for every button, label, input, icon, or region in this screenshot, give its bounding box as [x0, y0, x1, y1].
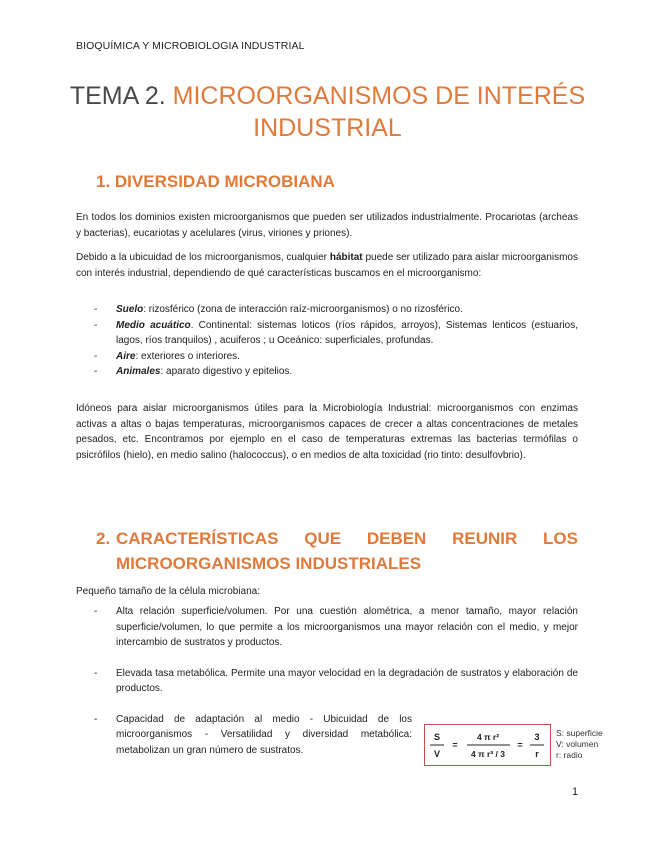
section2-intro: Pequeño tamaño de la célula microbiana:	[76, 586, 261, 597]
title-prefix: TEMA 2.	[69, 82, 173, 110]
section2-heading-line1: CARACTERÍSTICAS QUE DEBEN REUNIR LOS	[116, 529, 578, 548]
p2-text-c: puede ser utilizado para aislar microorganismos con interés industrial, dependiendo de qué características buscamos en el microorganismo:	[76, 252, 578, 279]
section2-heading	[96, 526, 578, 576]
formula-result-den: r	[535, 749, 539, 759]
p2-bold-habitat: hábitat	[329, 252, 363, 263]
formula-graphic	[425, 725, 550, 765]
habitat-term: Aire	[116, 350, 136, 362]
formula-legend	[556, 728, 603, 761]
running-header: BIOQUÍMICA Y MICROBIOLOGIA INDUSTRIAL	[76, 40, 305, 52]
surface-volume-formula	[424, 724, 551, 766]
item-text: Alta relación superficie/volumen. Por una cuestión alométrica, a menor tamaño, mayor relación superficie/volumen, lo que permite a los microorganismos una mayor relación con el medio, y mejor intercambio de sustratos y productos.	[116, 606, 578, 648]
bullet-dash: -	[94, 319, 98, 331]
habitat-term: Animales	[116, 366, 161, 377]
list-item	[76, 712, 412, 759]
list-item	[76, 666, 578, 697]
habitat-text: : exteriores o interiores.	[135, 350, 240, 362]
title-accent: MICROORGANISMOS DE INTERÉS INDUSTRIAL	[172, 82, 586, 142]
section1-paragraph-1: En todos los dominios existen microorganismos que pueden ser utilizados industrialmente. Procariotas (archeas y bacterias), eucariotas y acelulares (virus, viriones y priones).	[76, 212, 578, 239]
list-item	[76, 349, 578, 365]
list-item	[76, 604, 578, 651]
section1-heading: 1. DIVERSIDAD MICROBIANA	[96, 172, 335, 191]
legend-item: S: superficie	[556, 728, 603, 738]
habitat-list	[76, 302, 578, 380]
habitat-term: Medio acuático	[116, 319, 191, 331]
item-text: Elevada tasa metabólica. Permite una mayor velocidad en la degradación de sustratos y elaboración de productos.	[116, 667, 578, 694]
p2-text-a: Debido a la ubicuidad de los microorganismos, cualquier	[76, 252, 330, 263]
bullet-dash: -	[94, 667, 98, 679]
section1-paragraph-2	[76, 250, 578, 281]
bullet-dash: -	[94, 606, 98, 617]
formula-s: S	[433, 732, 441, 742]
list-item	[76, 302, 578, 318]
habitat-text: . Continental: sistemas loticos (ríos rápidos, arroyos), Sistemas lenticos (estuarios, lagos, ríos tranquilos) , acuiferos ; u Oceánico: superficiales, profundas.	[116, 319, 578, 346]
list-item	[76, 318, 578, 349]
formula-equals-1: =	[452, 740, 458, 750]
bullet-dash: -	[94, 304, 98, 315]
bullet-dash: -	[94, 350, 98, 362]
habitat-text: : rizosférico (zona de interacción raíz-microorganismos) o no rizosférico.	[143, 304, 463, 315]
formula-v: V	[433, 749, 441, 759]
page-title	[60, 80, 595, 144]
section2-number: 2.	[96, 529, 111, 548]
legend-item: r: radio	[556, 750, 583, 760]
item-text: Capacidad de adaptación al medio - Ubicuidad de los microorganismos - Versatilidad y diversidad metabólica: metabolizan un gran número de sustratos.	[116, 713, 412, 756]
formula-equals-2: =	[517, 740, 523, 750]
bullet-dash: -	[94, 713, 98, 725]
bullet-dash: -	[94, 366, 98, 377]
formula-result-num: 3	[534, 732, 540, 742]
page-number: 1	[572, 786, 579, 798]
list-item	[76, 364, 578, 380]
habitat-text: : aparato digestivo y epitelios.	[160, 366, 293, 377]
legend-item: V: volumen	[556, 739, 599, 749]
habitat-term: Suelo	[116, 304, 144, 315]
formula-denominator: 4 π r³ / 3	[471, 749, 505, 759]
formula-numerator: 4 π r²	[476, 732, 500, 742]
section2-heading-line2: MICROORGANISMOS INDUSTRIALES	[116, 554, 422, 573]
section1-paragraph-3: Idóneos para aislar microorganismos útiles para la Microbiología Industrial: microorganismos con enzimas activas a altas o bajas temperaturas, microorganismos capaces de crecer a altas concentraciones de metales pesados, etc. Encontramos por ejemplo en el caso de temperaturas extremas las bacterias termófilas o psicrófilos (hielo), en medio salino (halococcus), o en medios de alta toxicidad (rio tinto: desulfovbrio).	[76, 403, 578, 461]
